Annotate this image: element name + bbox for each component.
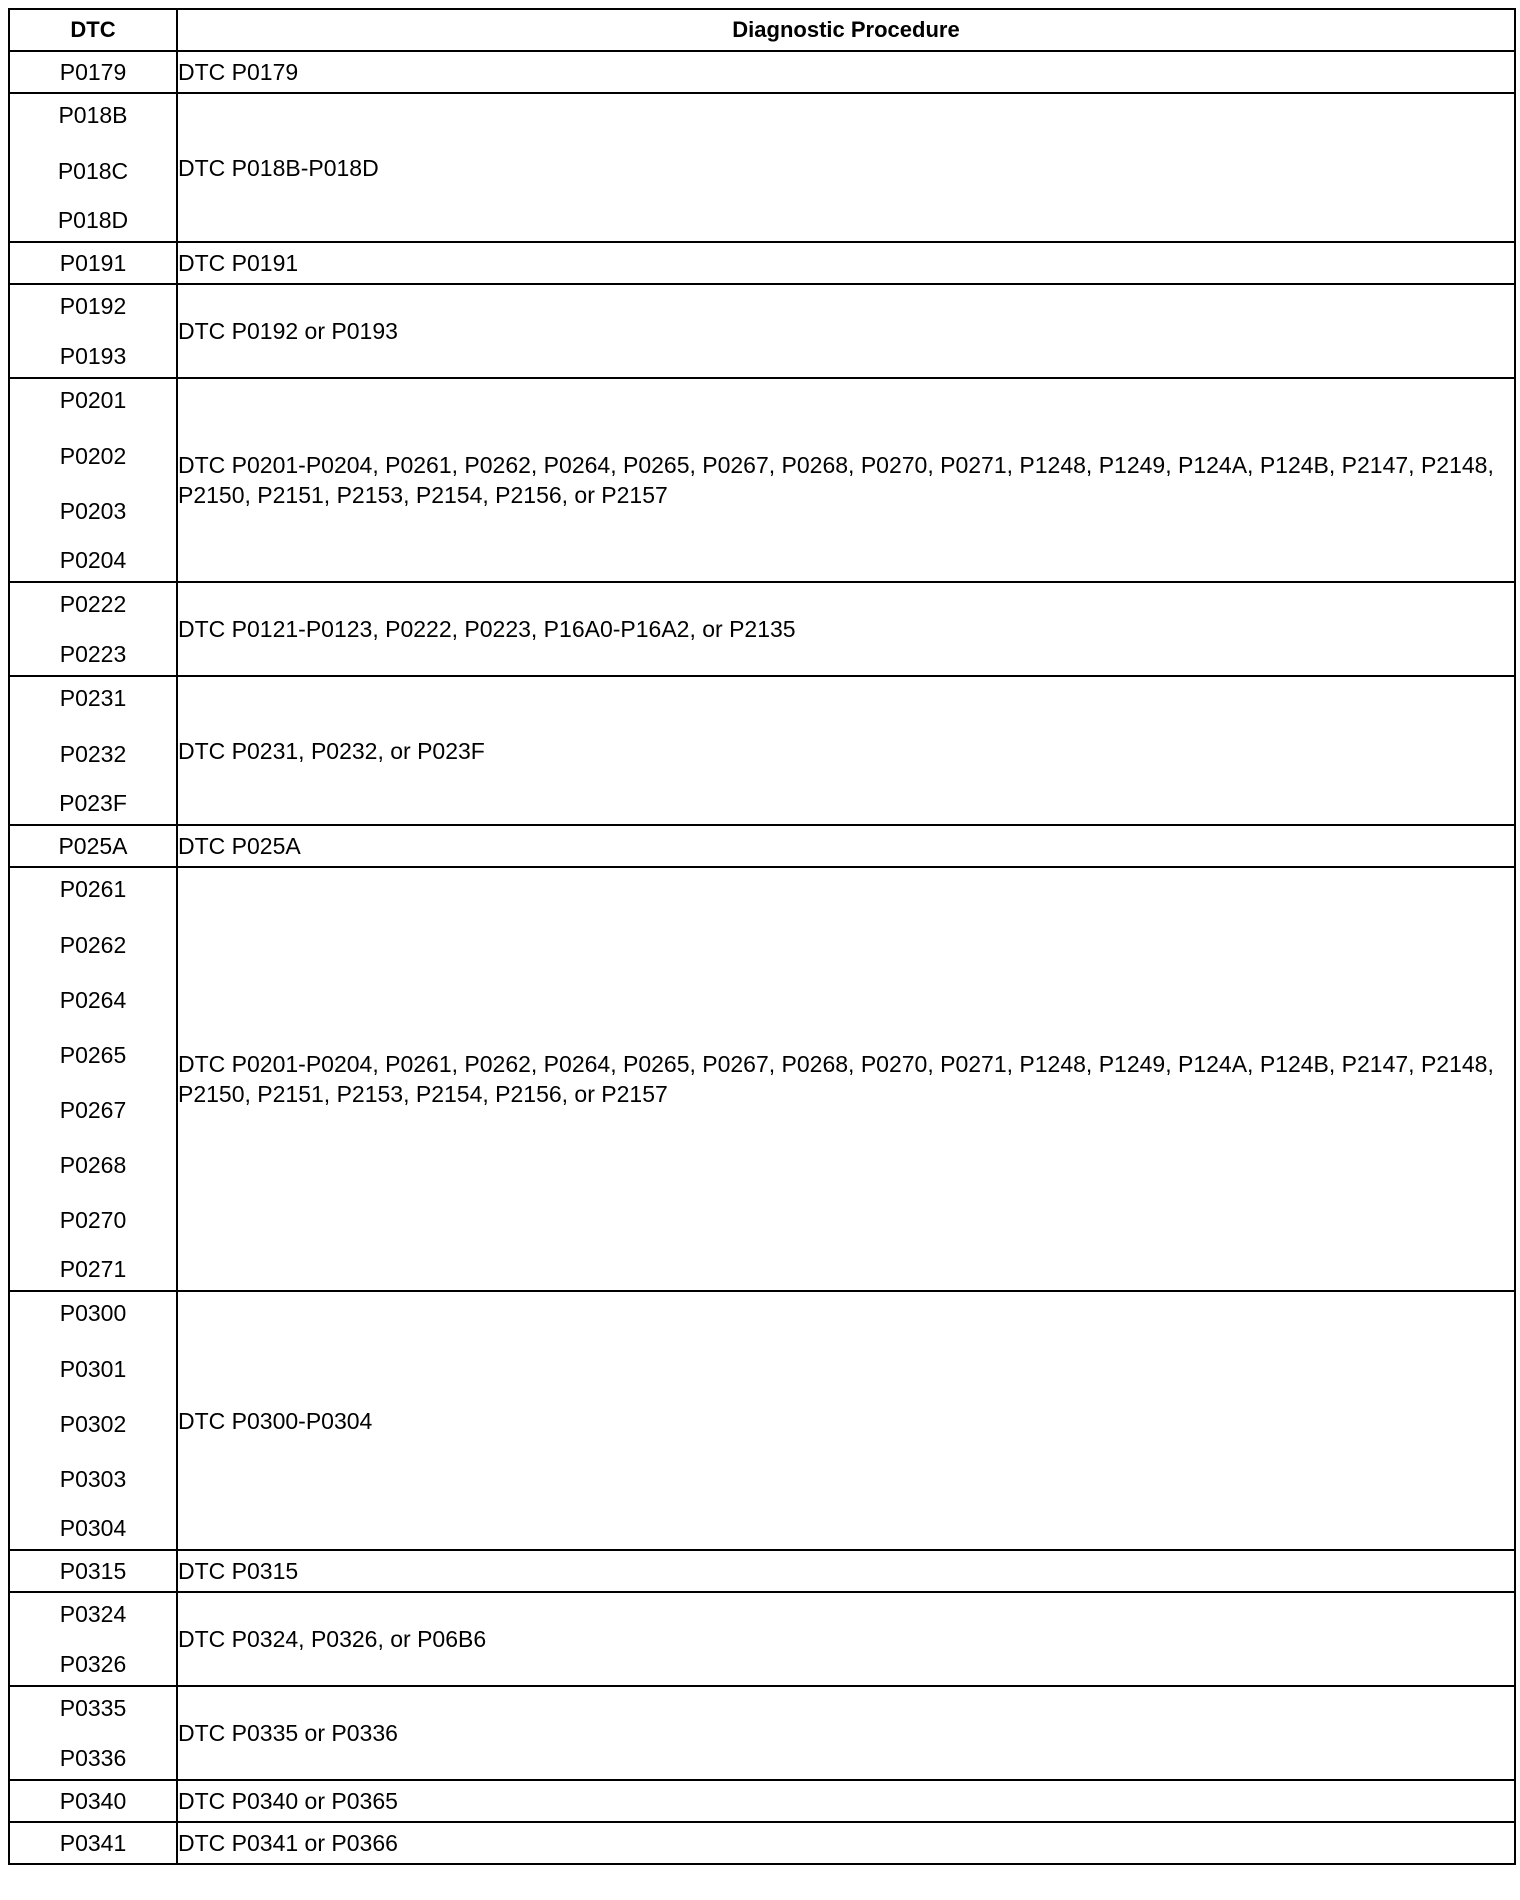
dtc-code: P0265 xyxy=(59,1042,127,1068)
dtc-code-cell xyxy=(9,676,177,825)
dtc-code: P018B xyxy=(58,102,128,128)
header-row xyxy=(9,9,1515,51)
table-row xyxy=(9,242,1515,284)
table-row xyxy=(9,1592,1515,1686)
table-row xyxy=(9,51,1515,93)
dtc-code: P025A xyxy=(58,833,128,859)
dtc-code-cell xyxy=(9,242,177,284)
diagnostic-procedure-cell: DTC P0179 xyxy=(177,51,1515,93)
table-row xyxy=(9,378,1515,582)
dtc-code: P018D xyxy=(57,207,129,233)
dtc-code: P0267 xyxy=(59,1097,127,1123)
dtc-code: P0222 xyxy=(59,591,127,617)
dtc-table xyxy=(8,8,1516,1865)
dtc-code-cell xyxy=(9,867,177,1291)
dtc-code: P0270 xyxy=(59,1207,127,1233)
dtc-code-cell xyxy=(9,93,177,242)
table-row xyxy=(9,93,1515,242)
diagnostic-procedure-cell: DTC P0335 or P0336 xyxy=(177,1686,1515,1780)
procedure-column-header: Diagnostic Procedure xyxy=(177,9,1515,51)
dtc-code-cell xyxy=(9,1686,177,1780)
diagnostic-procedure-cell: DTC P0340 or P0365 xyxy=(177,1780,1515,1822)
table-row xyxy=(9,1291,1515,1550)
dtc-code: P0301 xyxy=(59,1356,127,1382)
diagnostic-procedure-cell: DTC P025A xyxy=(177,825,1515,867)
dtc-code: P0201 xyxy=(59,387,127,413)
dtc-code-cell xyxy=(9,51,177,93)
dtc-code: P0203 xyxy=(59,498,127,524)
dtc-code: P0304 xyxy=(59,1515,127,1541)
table-row xyxy=(9,676,1515,825)
table-body xyxy=(9,51,1515,1864)
diagnostic-procedure-cell: DTC P0201-P0204, P0261, P0262, P0264, P0265, P0267, P0268, P0270, P0271, P1248, P1249, P124A, P124B, P2147, P2148, P2150, P2151, P2153, P2154, P2156, or P2157 xyxy=(177,867,1515,1291)
dtc-code: P0204 xyxy=(59,547,127,573)
dtc-code: P0192 xyxy=(59,293,127,319)
dtc-code-cell xyxy=(9,1780,177,1822)
dtc-code: P0231 xyxy=(59,685,127,711)
dtc-code: P0264 xyxy=(59,987,127,1013)
dtc-code-cell xyxy=(9,378,177,582)
dtc-code: P023F xyxy=(59,790,127,816)
diagnostic-procedure-cell: DTC P0192 or P0193 xyxy=(177,284,1515,378)
dtc-column-header: DTC xyxy=(9,9,177,51)
table-row xyxy=(9,582,1515,676)
dtc-code: P0326 xyxy=(59,1651,127,1677)
dtc-code: P0223 xyxy=(59,641,127,667)
dtc-code-cell xyxy=(9,1291,177,1550)
dtc-code: P0268 xyxy=(59,1152,127,1178)
dtc-code: P0340 xyxy=(59,1788,127,1814)
diagnostic-procedure-cell: DTC P0231, P0232, or P023F xyxy=(177,676,1515,825)
diagnostic-procedure-cell: DTC P0324, P0326, or P06B6 xyxy=(177,1592,1515,1686)
table-row xyxy=(9,1686,1515,1780)
dtc-code: P0302 xyxy=(59,1411,127,1437)
dtc-code: P0315 xyxy=(59,1558,127,1584)
dtc-code: P0261 xyxy=(59,876,127,902)
diagnostic-procedure-cell: DTC P0315 xyxy=(177,1550,1515,1592)
dtc-code: P0193 xyxy=(59,343,127,369)
diagnostic-procedure-cell: DTC P0341 or P0366 xyxy=(177,1822,1515,1864)
diagnostic-procedure-cell: DTC P0191 xyxy=(177,242,1515,284)
dtc-code-cell xyxy=(9,1822,177,1864)
diagnostic-procedure-cell: DTC P0201-P0204, P0261, P0262, P0264, P0265, P0267, P0268, P0270, P0271, P1248, P1249, P124A, P124B, P2147, P2148, P2150, P2151, P2153, P2154, P2156, or P2157 xyxy=(177,378,1515,582)
dtc-code-cell xyxy=(9,1592,177,1686)
diagnostic-procedure-cell: DTC P0300-P0304 xyxy=(177,1291,1515,1550)
dtc-code: P0202 xyxy=(59,443,127,469)
dtc-code-cell xyxy=(9,1550,177,1592)
table-header xyxy=(9,9,1515,51)
dtc-code: P0336 xyxy=(59,1745,127,1771)
table-row xyxy=(9,867,1515,1291)
dtc-code: P0179 xyxy=(59,59,127,85)
diagnostic-procedure-cell: DTC P018B-P018D xyxy=(177,93,1515,242)
dtc-code: P0303 xyxy=(59,1466,127,1492)
dtc-code: P0232 xyxy=(59,741,127,767)
table-row xyxy=(9,1550,1515,1592)
dtc-code: P0191 xyxy=(59,250,127,276)
dtc-code: P0341 xyxy=(59,1830,127,1856)
diagnostic-procedure-cell: DTC P0121-P0123, P0222, P0223, P16A0-P16A2, or P2135 xyxy=(177,582,1515,676)
dtc-code: P0335 xyxy=(59,1695,127,1721)
table-row xyxy=(9,825,1515,867)
dtc-code: P0271 xyxy=(59,1256,127,1282)
table-row xyxy=(9,1822,1515,1864)
dtc-code: P0262 xyxy=(59,932,127,958)
dtc-code: P0300 xyxy=(59,1300,127,1326)
dtc-code: P018C xyxy=(57,158,129,184)
dtc-code-cell xyxy=(9,284,177,378)
dtc-code-cell xyxy=(9,825,177,867)
table-row xyxy=(9,1780,1515,1822)
table-row xyxy=(9,284,1515,378)
dtc-code: P0324 xyxy=(59,1601,127,1627)
dtc-code-cell xyxy=(9,582,177,676)
